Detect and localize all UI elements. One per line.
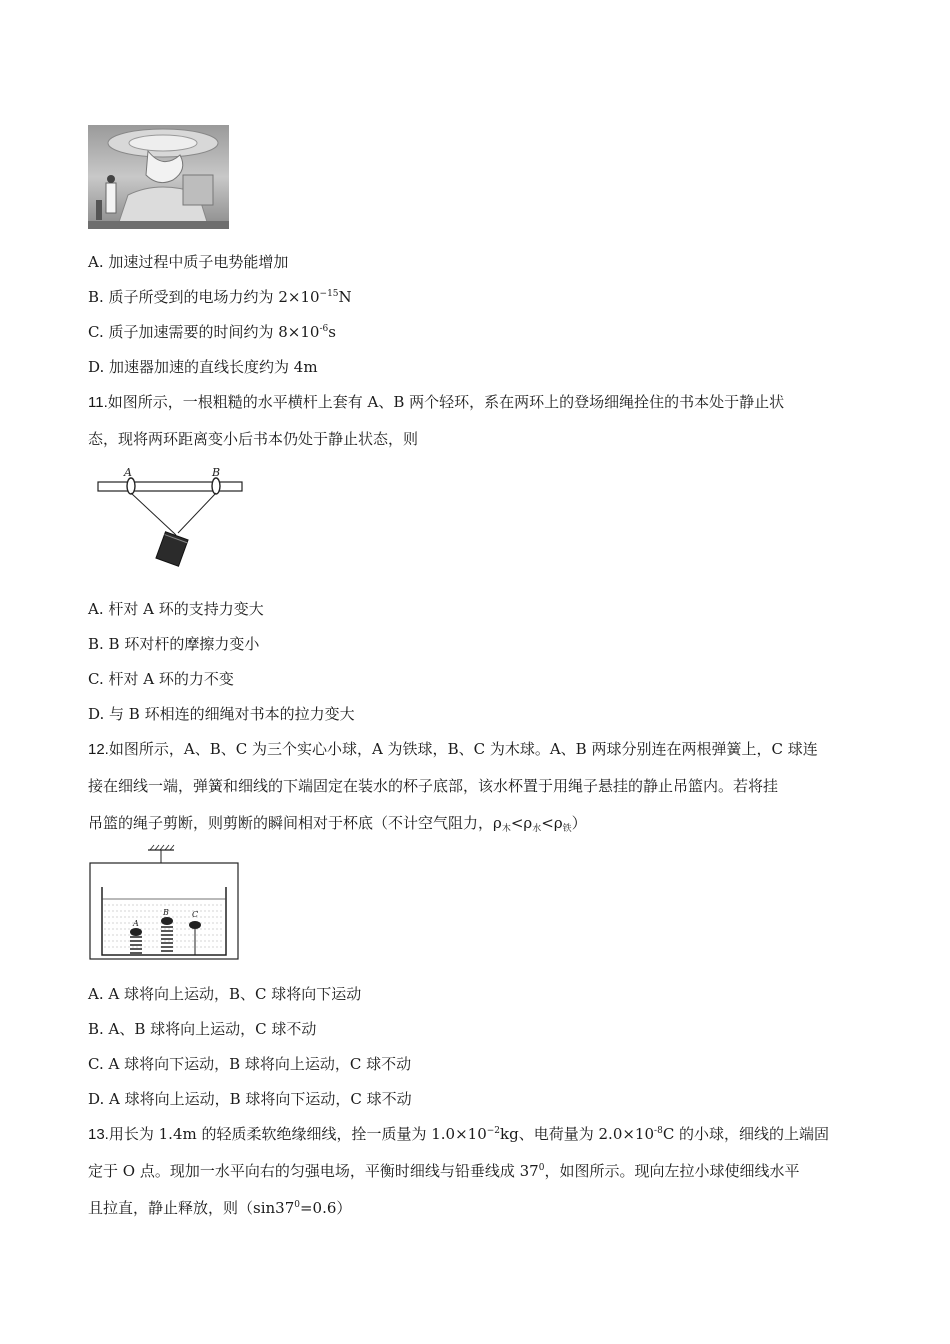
ring-b xyxy=(212,478,220,494)
q10-option-d: D. 加速器加速的直线长度约为 4m xyxy=(88,358,318,376)
label-ball-b: B xyxy=(163,908,169,917)
q12-stem-line3: 吊篮的绳子剪断，则剪断的瞬间相对于杯底（不计空气阻力，$\rho_木<\rho_水<\rho_铁$） xyxy=(88,814,587,834)
q12-option-c: C. A 球将向下运动，B 球将向上运动，C 球不动 xyxy=(88,1055,412,1073)
q12-stem-line2: 接在细线一端，弹簧和细线的下端固定在装水的杯子底部，该水杯置于用绳子悬挂的静止吊篮内。若将挂 xyxy=(88,777,779,795)
q13-stem-line1: 13.用长为 1.4m 的轻质柔软绝缘细线，拴一质量为 $1.0\times 10^{-2}kg$、电荷量为 $2.0\times 10^{-8}C$ 的小球，细线的上端固 xyxy=(88,1125,830,1143)
q11-stem-line2: 态，现将两环距离变小后书本仍处于静止状态，则 xyxy=(88,430,419,448)
string-a xyxy=(131,493,176,535)
q11-option-c: C. 杆对 A 环的力不变 xyxy=(88,670,234,688)
q12-figure xyxy=(88,843,240,963)
accelerator-photo xyxy=(88,125,229,229)
q12-stem-line1: 12.如图所示，A、B、C 为三个实心小球，A 为铁球，B、C 为木球。A、B 两球分别连在两根弹簧上，C 球连 xyxy=(88,740,818,758)
q11-option-b: B. B 环对杆的摩擦力变小 xyxy=(88,635,260,653)
q12-option-a: A. A 球将向上运动，B、C 球将向下运动 xyxy=(88,985,362,1003)
ball-b xyxy=(161,917,173,925)
string-b xyxy=(178,493,216,533)
ring-a xyxy=(127,478,135,494)
label-ball-a: A xyxy=(133,919,139,928)
q11-option-d: D. 与 B 环相连的细绳对书本的拉力变大 xyxy=(88,705,355,723)
q12-number: 12. xyxy=(88,741,109,758)
q11-figure xyxy=(96,465,246,567)
q10-option-a: A. 加速过程中质子电势能增加 xyxy=(88,253,289,271)
spring-a xyxy=(130,937,142,953)
q10-option-c: C. 质子加速需要的时间约为 $8\times 10^{-6}s$ xyxy=(88,323,336,341)
label-a: A xyxy=(124,466,132,479)
q13-stem-line3: 且拉直，静止释放，则$(\sin 37^0=0.6)$ xyxy=(88,1199,352,1217)
q11-stem-line1: 11.如图所示，一根粗糙的水平横杆上套有 A、B 两个轻环，系在两环上的登场细绳拴住的书本处于静止状 xyxy=(88,393,785,411)
q11-number: 11. xyxy=(88,394,108,411)
q13-stem-line2: 定于 O 点。现加一水平向右的匀强电场，平衡时细线与铅垂线成 $37^0$，如图所示。现向左拉小球使细线水平 xyxy=(88,1162,800,1180)
book xyxy=(156,532,188,567)
q10-option-b: B. 质子所受到的电场力约为 $2\times 10^{-15}N$ xyxy=(88,288,352,306)
q12-option-d: D. A 球将向上运动，B 球将向下运动，C 球不动 xyxy=(88,1090,412,1108)
label-ball-c: C xyxy=(192,910,199,919)
label-b: B xyxy=(212,466,221,479)
q11-option-a: A. 杆对 A 环的支持力变大 xyxy=(88,600,264,618)
spring-b xyxy=(161,927,173,951)
ball-a xyxy=(130,928,142,936)
q13-number: 13. xyxy=(88,1126,109,1143)
ball-c xyxy=(189,921,201,929)
q12-option-b: B. A、B 球将向上运动，C 球不动 xyxy=(88,1020,317,1038)
